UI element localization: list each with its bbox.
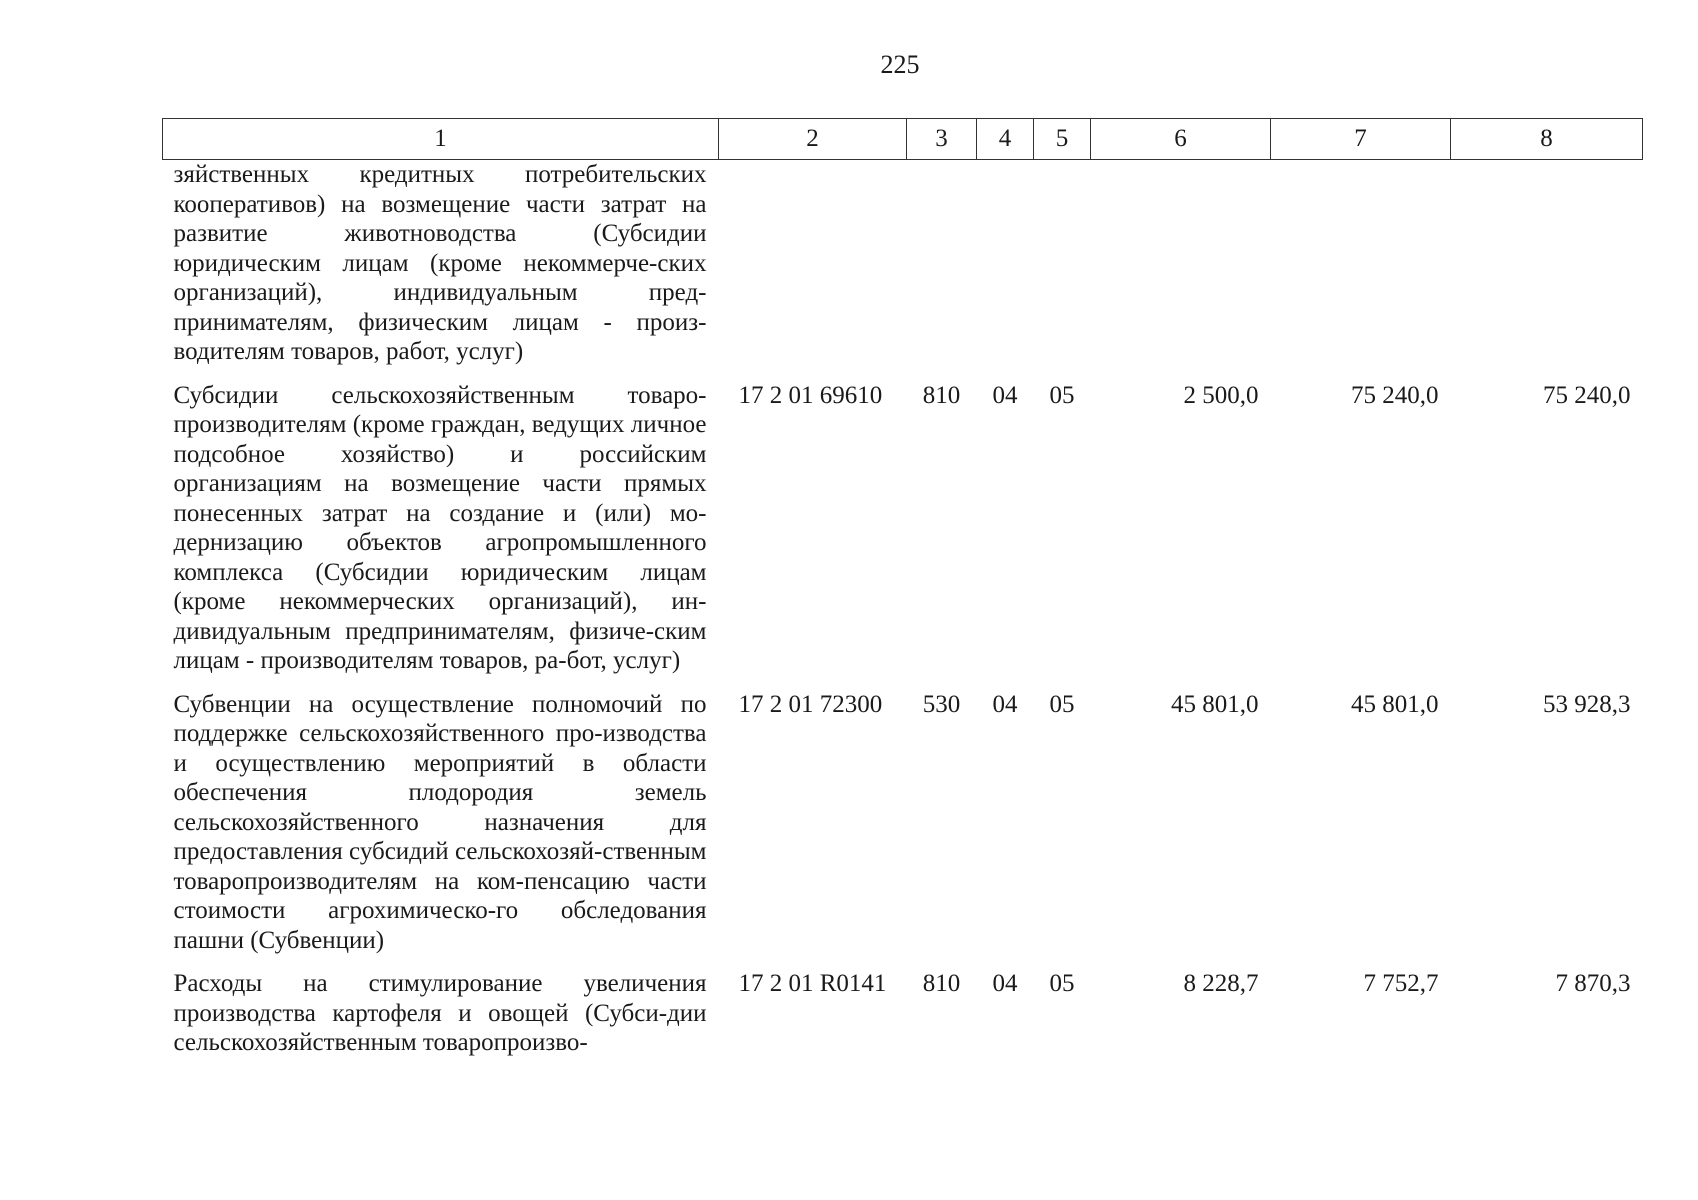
row-expense-type: 810	[922, 381, 961, 409]
row-amount-col6: 45 801,0	[1171, 690, 1259, 718]
table-row	[163, 379, 1643, 688]
row-subsection: 05	[1049, 970, 1075, 997]
column-header-7: 7	[1271, 119, 1451, 160]
row-description: Расходы на стимулирование увеличения производства картофеля и овощей (Субси-дии сельскохозяйственным товаропроизво-	[173, 970, 707, 1056]
row-expense-type: 530	[922, 690, 961, 718]
row-target-code: 17 2 01 69610	[738, 381, 883, 409]
row-expense-type: 810	[922, 970, 961, 997]
row-target-code	[719, 160, 907, 379]
column-header-1: 1	[163, 119, 719, 160]
column-header-2: 2	[719, 119, 907, 160]
column-header-8: 8	[1451, 119, 1643, 160]
row-amount-col8: 53 928,3	[1543, 690, 1631, 718]
row-amount-col7: 45 801,0	[1351, 690, 1439, 718]
row-subsection: 05	[1049, 381, 1075, 409]
row-section	[977, 160, 1034, 379]
row-amount-col8: 7 870,3	[1555, 970, 1631, 997]
row-subsection: 05	[1049, 690, 1075, 718]
table-row	[163, 160, 1643, 379]
table-header-row	[163, 119, 1643, 160]
page-number: 225	[880, 50, 920, 79]
row-amount-col6	[1091, 160, 1271, 379]
row-target-code: 17 2 01 R0141	[738, 970, 887, 997]
row-amount-col7: 7 752,7	[1363, 970, 1439, 997]
table-row	[163, 688, 1643, 968]
table-row	[163, 967, 1643, 1058]
row-amount-col7: 75 240,0	[1351, 381, 1439, 409]
row-amount-col6: 2 500,0	[1183, 381, 1259, 409]
row-section: 04	[992, 690, 1018, 718]
row-section: 04	[992, 970, 1018, 997]
budget-table	[162, 118, 1643, 1058]
column-header-3: 3	[907, 119, 977, 160]
column-header-5: 5	[1034, 119, 1091, 160]
budget-table-container	[162, 118, 1642, 1058]
row-description: зяйственных кредитных потребительских кооперативов) на возмещение части затрат на развитие животноводства (Субсидии юридическим лицам (кроме некоммерче-ских организаций), индивидуальным пред-принимателям, физическим лицам - произ-водителям товаров, работ, услуг)	[173, 161, 707, 365]
row-description: Субсидии сельскохозяйственным товаро-производителям (кроме граждан, ведущих личное подсобное хозяйство) и российским организациям на возмещение части прямых понесенных затрат на создание и (или) мо-дернизацию объектов агропромышленного комплекса (Субсидии юридическим лицам (кроме некоммерческих организаций), ин-дивидуальным предпринимателям, физиче-ским лицам - производителям товаров, ра-бот, услуг)	[173, 381, 707, 674]
row-target-code: 17 2 01 72300	[738, 690, 883, 718]
row-amount-col8	[1451, 160, 1643, 379]
row-section: 04	[992, 381, 1018, 409]
row-amount-col6: 8 228,7	[1183, 970, 1259, 997]
column-header-6: 6	[1091, 119, 1271, 160]
column-header-4: 4	[977, 119, 1034, 160]
row-amount-col8: 75 240,0	[1543, 381, 1631, 409]
row-subsection	[1034, 160, 1091, 379]
row-description: Субвенции на осуществление полномочий по поддержке сельскохозяйственного про-изводства и осуществлению мероприятий в области обеспечения плодородия земель сельскохозяйственного назначения для предоставления субсидий сельскохозяй-ственным товаропроизводителям на ком-пенсацию части стоимости агрохимическо-го обследования пашни (Субвенции)	[173, 690, 707, 954]
row-expense-type	[907, 160, 977, 379]
row-amount-col7	[1271, 160, 1451, 379]
